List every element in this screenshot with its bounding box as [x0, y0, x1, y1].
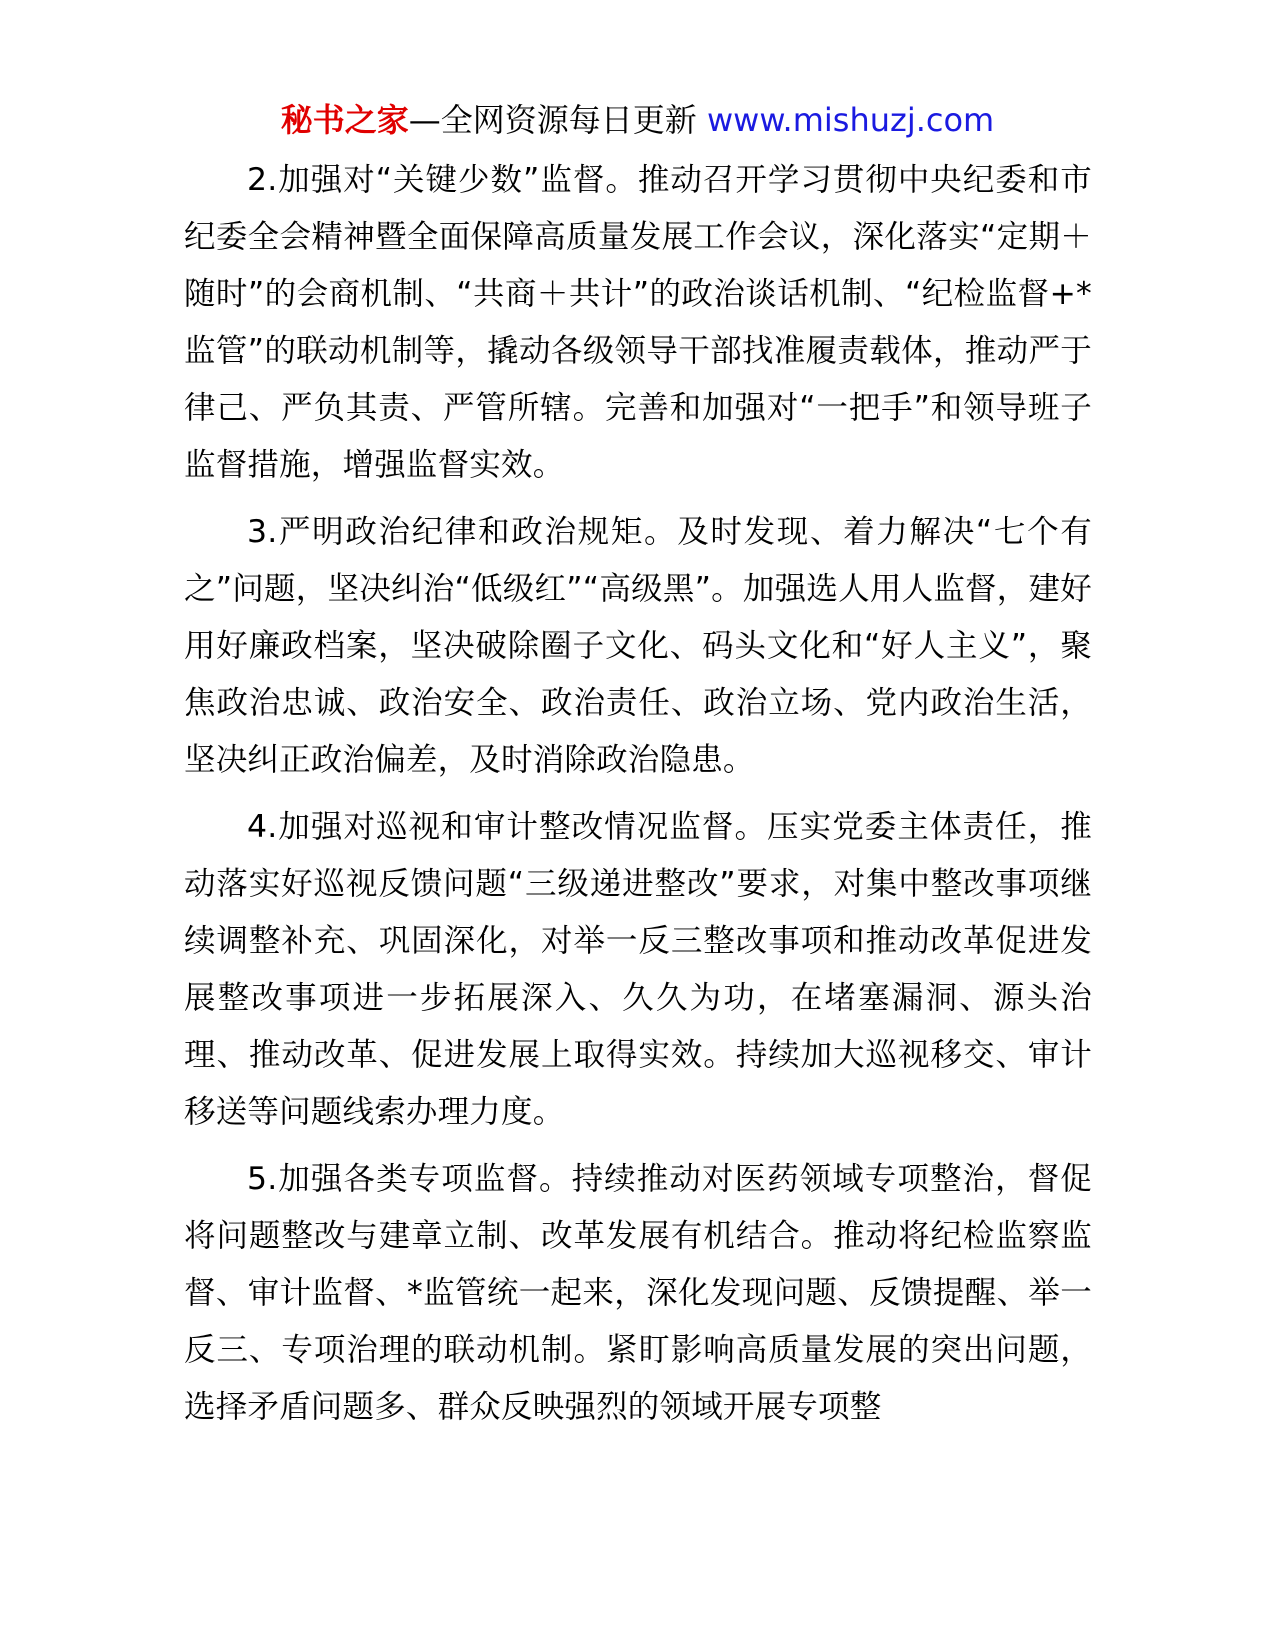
paragraph-2: 2.加强对“关键少数”监督。推动召开学习贯彻中央纪委和市纪委全会精神暨全面保障高质量发展工作会议，深化落实“定期＋随时”的会商机制、“共商＋共计”的政治谈话机制、“纪检监督+*监管”的联动机制等，撬动各级领导干部找准履责载体，推动严于律己、严负其责、严管所辖。完善和加强对“一把手”和领导班子监督措施，增强监督实效。: [184, 162, 1092, 483]
document-body: [184, 152, 1092, 1446]
paragraph-3: 3.严明政治纪律和政治规矩。及时发现、着力解决“七个有之”问题，坚决纠治“低级红”“高级黑”。加强选人用人监督，建好用好廉政档案，坚决破除圈子文化、码头文化和“好人主义”，聚焦政治忠诚、政治安全、政治责任、政治立场、党内政治生活，坚决纠正政治偏差，及时消除政治隐患。: [184, 514, 1092, 778]
paragraph-5: 5.加强各类专项监督。持续推动对医药领域专项整治，督促将问题整改与建章立制、改革发展有机结合。推动将纪检监察监督、审计监督、*监管统一起来，深化发现问题、反馈提醒、举一反三、专项治理的联动机制。紧盯影响高质量发展的突出问题，选择矛盾问题多、群众反映强烈的领域开展专项整: [184, 1161, 1092, 1425]
brand-name: 秘书之家: [280, 101, 409, 139]
header-tagline: —全网资源每日更新: [408, 101, 697, 139]
paragraph-4: 4.加强对巡视和审计整改情况监督。压实党委主体责任，推动落实好巡视反馈问题“三级递进整改”要求，对集中整改事项继续调整补充、巩固深化，对举一反三整改事项和推动改革促进发展整改事项进一步拓展深入、久久为功，在堵塞漏洞、源头治理、推动改革、促进发展上取得实效。持续加大巡视移交、审计移送等问题线索办理力度。: [184, 809, 1092, 1130]
page-header: [0, 98, 1275, 142]
header-url: www.mishuzj.com: [696, 101, 995, 139]
